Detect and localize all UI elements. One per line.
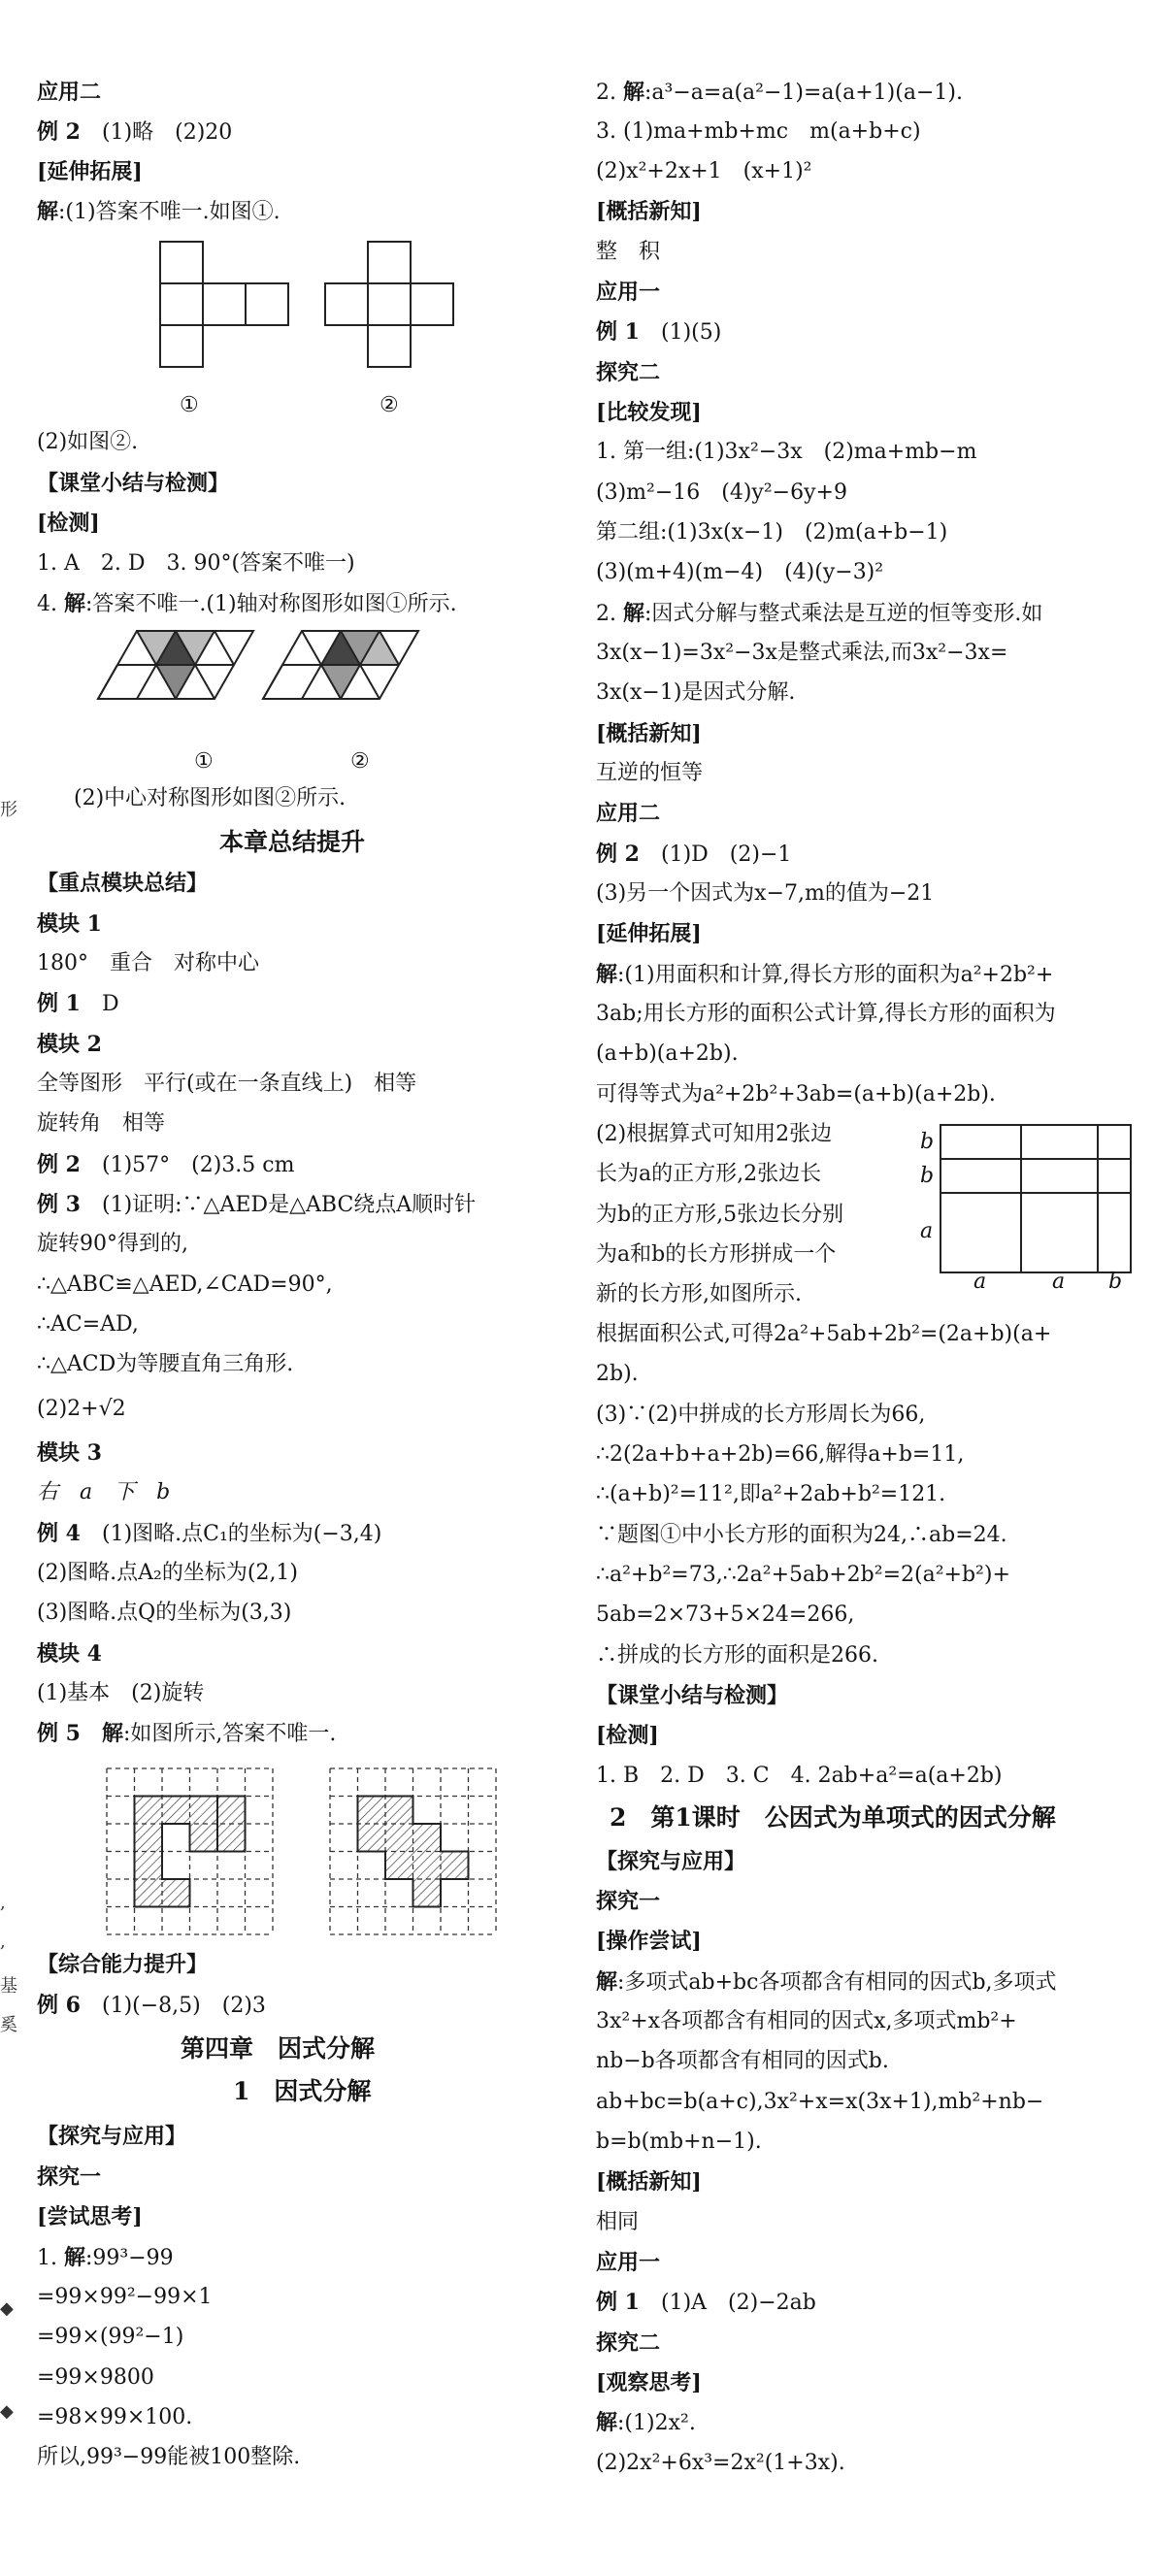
answer-line: 5ab=2×73+5×24=266,: [596, 1602, 855, 1627]
subsection-heading: 探究一: [37, 2164, 102, 2190]
answer-line: nb−b各项都含有相同的因式b.: [596, 2049, 889, 2073]
side-label: b: [920, 1164, 935, 1188]
answer-line: ∴拼成的长方形的面积是266.: [596, 1643, 878, 1668]
answer-line: (2)如图②.: [37, 430, 139, 454]
answer-line: 第二组:(1)3x(x−1) (2)m(a+b−1): [596, 520, 948, 545]
figure-caption: ②: [380, 393, 399, 417]
figure-caption: ①: [180, 393, 199, 417]
subsection-heading: [比较发现]: [596, 400, 702, 425]
answer-line: 3x(x−1)是因式分解.: [596, 680, 796, 705]
module-heading: 模块 1: [37, 911, 102, 937]
section-heading: 应用二: [596, 801, 661, 826]
answer-line: ∵题图①中小长方形的面积为24,∴ab=24.: [596, 1523, 1007, 1547]
answer-line: 2b).: [596, 1362, 639, 1386]
section-heading: 应用一: [596, 2250, 661, 2275]
figure-caption: ①: [194, 749, 214, 774]
answer-line: 3x²+x各项都含有相同的因式x,多项式mb²+: [596, 2009, 1017, 2033]
answer-line: (2)图略.点A₂的坐标为(2,1): [37, 1561, 299, 1585]
side-label: a: [920, 1219, 934, 1243]
answer-line: ∴△ACD为等腰直角三角形.: [37, 1352, 294, 1376]
answer-line: 根据面积公式,可得2a²+5ab+2b²=(2a+b)(a+: [596, 1322, 1052, 1346]
figure-caption: ②: [350, 749, 370, 774]
edge-fragment: 基: [0, 1976, 17, 1997]
edge-arrow-icon: ◆: [0, 2298, 14, 2319]
lesson-title: 2 第1课时 公因式为单项式的因式分解: [610, 1803, 1056, 1832]
answer-line: 为a和b的长方形拼成一个: [596, 1242, 837, 1267]
answer-line: =99×99²−99×1: [37, 2285, 213, 2309]
answer-line: (a+b)(a+2b).: [596, 1041, 739, 1066]
answer-line: 解:多项式ab+bc各项都含有相同的因式b,多项式: [596, 1969, 1057, 1995]
answer-line: b=b(mb+n−1).: [596, 2130, 762, 2154]
answer-line: 1. 解:99³−99: [37, 2245, 174, 2270]
answer-line: 4. 解:答案不唯一.(1)轴对称图形如图①所示.: [37, 591, 457, 616]
answer-line: ab+bc=b(a+c),3x²+x=x(3x+1),mb²+nb−: [596, 2090, 1044, 2114]
answer-line: 2. 解:a³−a=a(a²−1)=a(a+1)(a−1).: [596, 80, 963, 105]
subsection-heading: [概括新知]: [596, 199, 702, 224]
answer-line: 例 6 (1)(−8,5) (2)3: [37, 1993, 266, 2018]
answer-line: (2)2+√2: [37, 1397, 126, 1421]
answer-line: 整 积: [596, 240, 661, 264]
section-heading: 应用二: [37, 80, 102, 105]
answer-line: 解:(1)2x².: [596, 2410, 696, 2435]
answer-line: 1. B 2. D 3. C 4. 2ab+a²=a(a+2b): [596, 1764, 1003, 1788]
answer-line: ∴△ABC≌△AED,∠CAD=90°,: [37, 1272, 333, 1297]
answer-line: ∴(a+b)²=11²,即a²+2ab+b²=121.: [596, 1482, 946, 1506]
side-label: a: [1052, 1270, 1066, 1294]
module-heading: 模块 3: [37, 1440, 102, 1466]
answer-line: (3)∵(2)中拼成的长方形周长为66,: [596, 1403, 926, 1427]
answer-line: 旋转角 相等: [37, 1111, 166, 1136]
module-heading: 模块 4: [37, 1641, 102, 1667]
section-heading: 【重点模块总结】: [37, 871, 209, 896]
chapter-summary-title: 本章总结提升: [219, 828, 366, 856]
side-label: b: [1108, 1270, 1123, 1294]
answer-line: 例 2 (1)略 (2)20: [37, 119, 233, 145]
answer-line: (2)根据算式可知用2张边: [596, 1122, 833, 1146]
edge-fragment: 形: [0, 800, 17, 820]
section-heading: 【综合能力提升】: [37, 1952, 209, 1977]
subsection-heading: [延伸拓展]: [596, 921, 702, 946]
lesson-title: 1 因式分解: [233, 2077, 372, 2105]
section-heading: 应用一: [596, 280, 661, 305]
answer-line: 1. A 2. D 3. 90°(答案不唯一): [37, 551, 355, 576]
answer-line: 3x(x−1)=3x²−3x是整式乘法,而3x²−3x=: [596, 641, 1008, 665]
answer-line: =99×9800: [37, 2365, 154, 2390]
answer-line: 例 5 解:如图所示,答案不唯一.: [37, 1721, 337, 1746]
answer-line: 例 1 (1)A (2)−2ab: [596, 2290, 816, 2315]
answer-line: (2)2x²+6x³=2x²(1+3x).: [596, 2451, 845, 2475]
edge-arrow-icon: ◆: [0, 2401, 14, 2422]
answer-line: (2)中心对称图形如图②所示.: [74, 786, 346, 810]
section-heading: 探究二: [596, 360, 661, 385]
section-heading: 【课堂小结与检测】: [596, 1683, 789, 1708]
section-heading: 探究二: [596, 2330, 661, 2356]
answer-line: 例 4 (1)图略.点C₁的坐标为(−3,4): [37, 1521, 382, 1546]
answer-line: 例 2 (1)D (2)−1: [596, 842, 792, 867]
chapter-title: 第四章 因式分解: [181, 2034, 376, 2063]
answer-line: 1. 第一组:(1)3x²−3x (2)ma+mb−m: [596, 440, 977, 464]
answer-line: (3)m²−16 (4)y²−6y+9: [596, 480, 847, 505]
section-heading: 【课堂小结与检测】: [37, 471, 230, 496]
answer-line: 右 a 下 b: [37, 1480, 171, 1504]
subsection-heading: [概括新知]: [596, 2169, 702, 2195]
answer-line: 互逆的恒等: [596, 761, 704, 785]
answer-line: ∴2(2a+b+a+2b)=66,解得a+b=11,: [596, 1442, 965, 1467]
answer-line: 全等图形 平行(或在一条直线上) 相等: [37, 1072, 417, 1096]
answer-line: 长为a的正方形,2张边长: [596, 1162, 822, 1186]
hatched-grid-figure-1: [107, 1768, 273, 1934]
answer-line: =98×99×100.: [37, 2405, 193, 2429]
subsection-heading: [操作尝试]: [596, 1929, 702, 1954]
rectangle-tiling-diagram: [596, 0, 1139, 1301]
side-label: b: [920, 1130, 935, 1154]
answer-line: 新的长方形,如图所示.: [596, 1282, 802, 1306]
answer-line: (2)x²+2x+1 (x+1)²: [596, 159, 812, 183]
answer-line: ∴AC=AD,: [37, 1312, 139, 1337]
answer-line: 例 2 (1)57° (2)3.5 cm: [37, 1152, 295, 1177]
hatched-grid-figures: [37, 0, 576, 1961]
answer-line: 解:(1)答案不唯一.如图①.: [37, 199, 280, 224]
answer-line: (3)另一个因式为x−7,m的值为−21: [596, 881, 935, 906]
section-heading: 【探究与应用】: [37, 2124, 187, 2149]
side-label: a: [974, 1270, 987, 1294]
answer-line: (3)(m+4)(m−4) (4)(y−3)²: [596, 560, 884, 584]
answer-line: (1)基本 (2)旋转: [37, 1681, 205, 1705]
subsection-heading: [检测]: [37, 511, 100, 536]
edge-fragment: ,: [0, 1932, 6, 1952]
answer-line: 3ab;用长方形的面积公式计算,得长方形的面积为: [596, 1002, 1056, 1026]
answer-line: 例 1 D: [37, 991, 119, 1016]
subsection-heading: [概括新知]: [596, 721, 702, 746]
answer-line: 3. (1)ma+mb+mc m(a+b+c): [596, 119, 921, 144]
answer-line: 例 3 (1)证明:∵△AED是△ABC绕点A顺时针: [37, 1192, 477, 1217]
answer-line: 解:(1)用面积和计算,得长方形的面积为a²+2b²+: [596, 962, 1054, 987]
answer-line: 可得等式为a²+2b²+3ab=(a+b)(a+2b).: [596, 1082, 996, 1106]
answer-line: 所以,99³−99能被100整除.: [37, 2445, 301, 2469]
hatched-grid-figure-2: [330, 1768, 496, 1934]
subsection-heading: [检测]: [596, 1723, 659, 1748]
answer-line: 例 1 (1)(5): [596, 319, 722, 345]
subsection-heading: [延伸拓展]: [37, 159, 143, 184]
module-heading: 模块 2: [37, 1032, 102, 1057]
answer-line: 2. 解:因式分解与整式乘法是互逆的恒等变形.如: [596, 601, 1043, 626]
edge-fragment: ,: [0, 1893, 6, 1913]
subsection-heading: [观察思考]: [596, 2370, 702, 2395]
answer-line: 为b的正方形,5张边长分别: [596, 1203, 844, 1227]
answer-line: ∴a²+b²=73,∴2a²+5ab+2b²=2(a²+b²)+: [596, 1563, 1010, 1587]
answer-line: 180° 重合 对称中心: [37, 951, 259, 975]
subsection-heading: [尝试思考]: [37, 2204, 143, 2229]
answer-line: 相同: [596, 2210, 640, 2234]
answer-line: =99×(99²−1): [37, 2325, 184, 2349]
answer-line: (3)图略.点Q的坐标为(3,3): [37, 1601, 292, 1625]
answer-line: 旋转90°得到的,: [37, 1232, 188, 1256]
subsection-heading: 探究一: [596, 1889, 661, 1914]
section-heading: 【探究与应用】: [596, 1849, 746, 1874]
edge-fragment: 奚: [0, 2015, 17, 2035]
